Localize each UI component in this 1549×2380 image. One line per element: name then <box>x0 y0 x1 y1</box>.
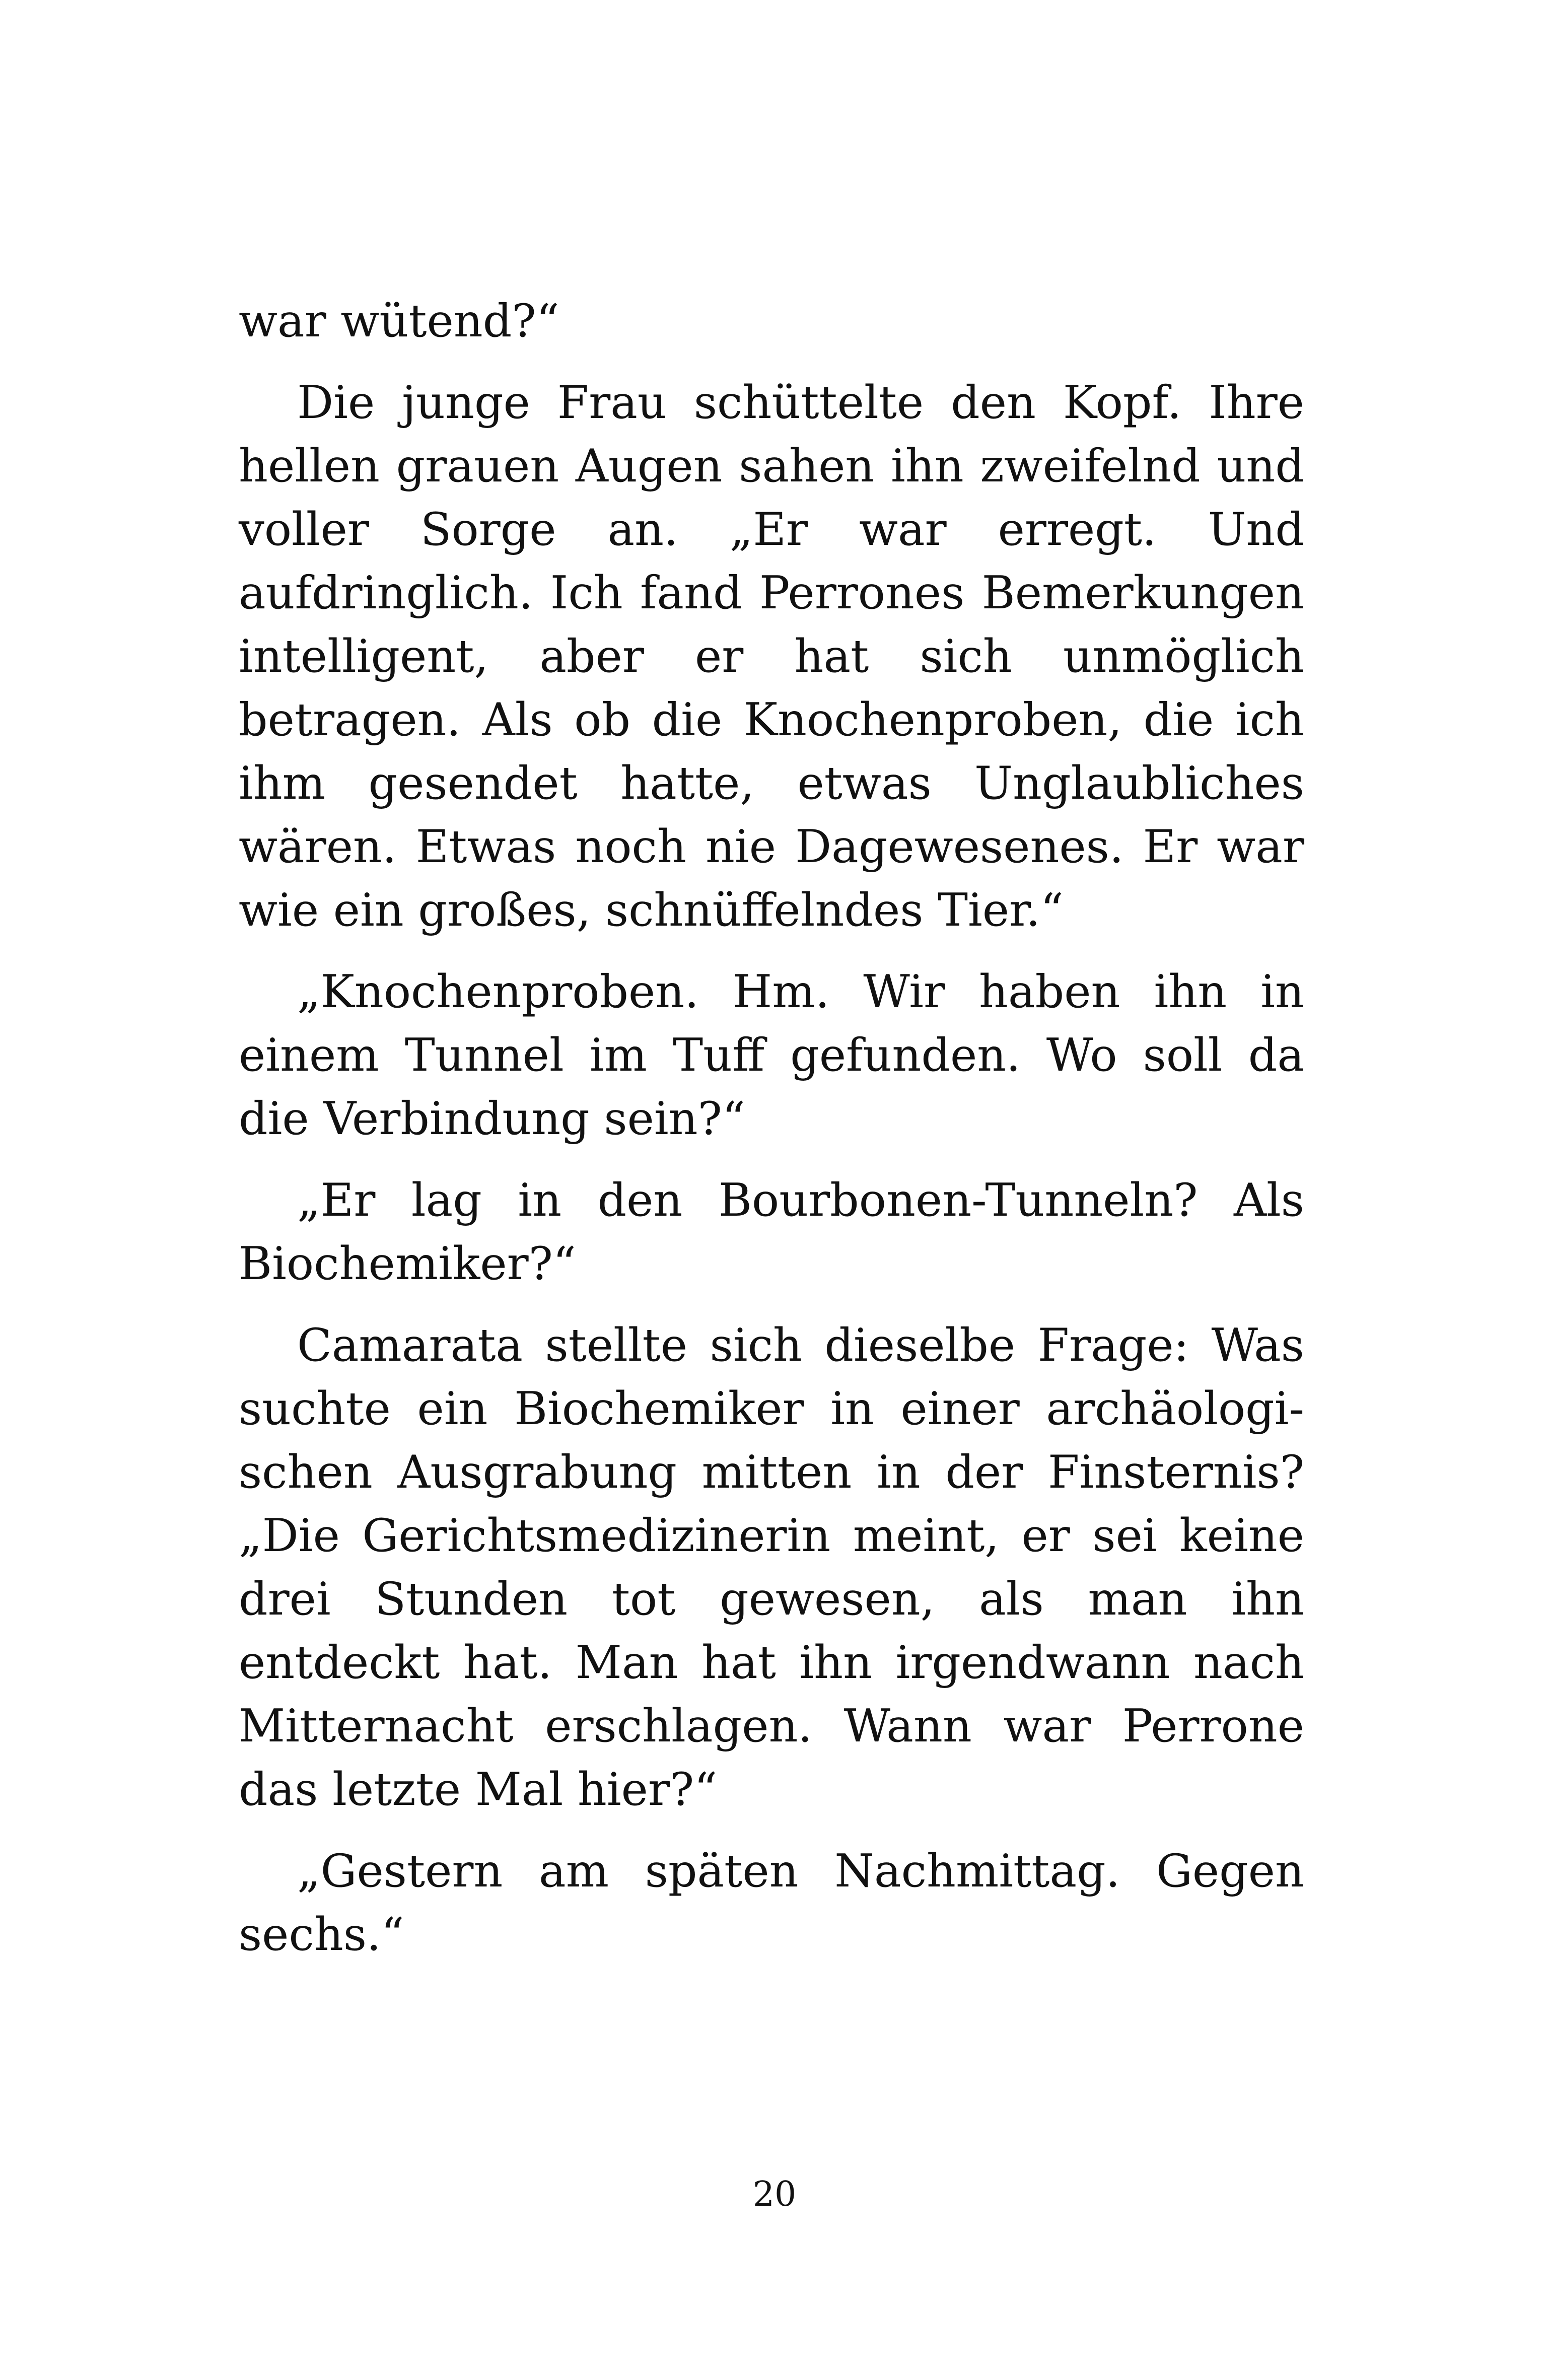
paragraph: „Gestern am späten Nachmittag. Gegen sechs.“ <box>239 1845 1304 1961</box>
paragraph: Die junge Frau schüttelte den Kopf. Ihre hellen grauen Augen sahen ihn zweifelnd und voller Sorge an. „Er war erregt. Und aufdringlich. Ich fand Perrones Bemerkungen intelligent, aber er hat sich unmöglich betragen. Als ob die Knochenproben, die ich ihm gesendet hatte, etwas Unglaubliches wären. Etwas noch nie Dagewesenes. Er war wie ein großes, schnüffelndes Tier.“ <box>239 376 1304 937</box>
paragraph: „Knochenproben. Hm. Wir haben ihn in einem Tunnel im Tuff gefunden. Wo soll da die Verbindung sein?“ <box>239 965 1304 1145</box>
paragraph: „Er lag in den Bourbonen-Tunneln? Als Biochemiker?“ <box>239 1174 1304 1290</box>
body-text <box>239 290 1304 1967</box>
paragraph: Camarata stellte sich dieselbe Frage: Was suchte ein Biochemiker in einer archäologischen Ausgrabung mitten in der Finsternis? „Die Gerichtsmedizinerin meint, er sei keine drei Stunden tot gewesen, als man ihn entdeckt hat. Man hat ihn irgendwann nach Mitternacht erschlagen. Wann war Perrone das letzte Mal hier?“ <box>239 1319 1304 1816</box>
paragraph-continuation: war wütend?“ <box>239 295 559 347</box>
page-number: 20 <box>752 2175 797 2214</box>
